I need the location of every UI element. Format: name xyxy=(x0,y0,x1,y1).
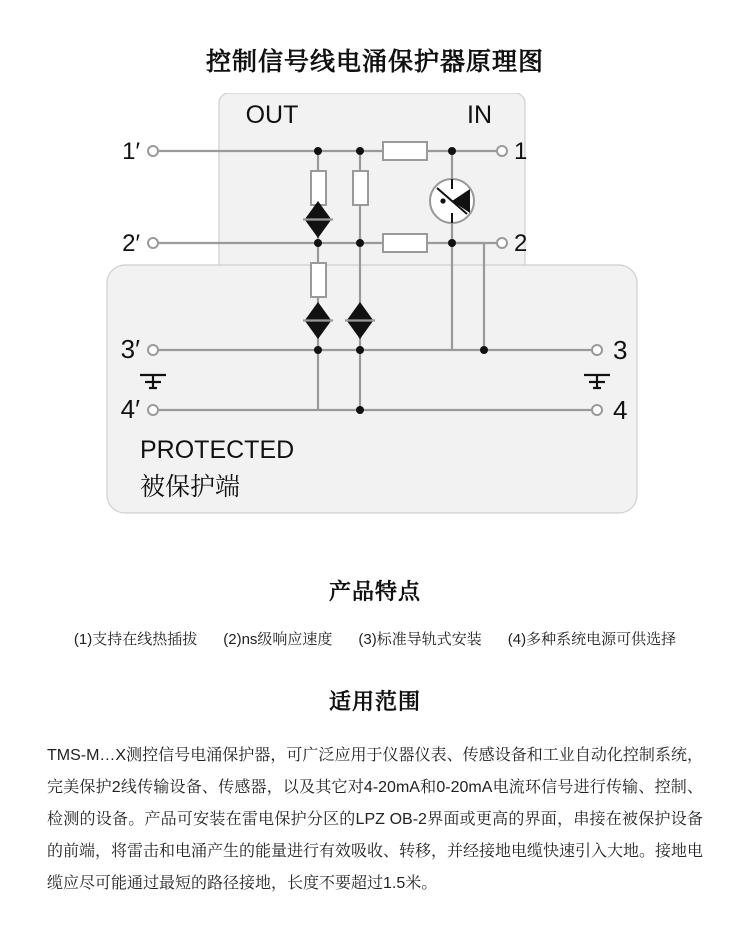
scope-body-text: TMS-M…X测控信号电涌保护器，可广泛应用于仪器仪表、传感设备和工业自动化控制系统，完美保护2线传输设备、传感器，以及其它对4-20mA和0-20mA电流环信号进行传输、控制、检测的设备。产品可安装在雷电保护分区的LPZ OB-2界面或更高的界面，串接在被保护设备的前端，将雷击和电涌产生的能量进行有效吸收、转移，并经接地电缆快速引入大地。接地电缆应尽可能通过最短的路径接地，长度不要超过1.5米。 xyxy=(47,747,704,892)
terminal-1-prime xyxy=(148,146,158,156)
gas-discharge-tube xyxy=(430,179,474,223)
terminal-3-prime xyxy=(148,345,158,355)
fuse-left-upper xyxy=(311,171,326,205)
schematic-svg xyxy=(0,93,750,533)
label-2-prime: 2′ xyxy=(122,230,140,257)
resistor-line1 xyxy=(383,142,427,160)
terminal-3 xyxy=(592,345,602,355)
label-4-prime: 4′ xyxy=(120,394,140,424)
feature-item: (3)标准导轨式安装 xyxy=(358,631,482,648)
terminal-1 xyxy=(497,146,507,156)
label-3: 3 xyxy=(613,335,628,365)
fuse-left-lower xyxy=(311,263,326,297)
terminal-2-prime xyxy=(148,238,158,248)
label-1-prime: 1′ xyxy=(122,138,140,165)
label-protected-cn: 被保护端 xyxy=(140,473,241,501)
label-4: 4 xyxy=(613,395,628,425)
resistor-line2 xyxy=(383,234,427,252)
schematic-diagram xyxy=(0,93,750,533)
features-heading: 产品特点 xyxy=(328,579,421,604)
label-2: 2 xyxy=(514,230,528,257)
feature-item: (2)ns级响应速度 xyxy=(223,631,333,648)
page-title: 控制信号线电涌保护器原理图 xyxy=(205,48,544,76)
label-3-prime: 3′ xyxy=(120,334,140,364)
label-protected-en: PROTECTED xyxy=(140,436,295,464)
features-list xyxy=(0,628,750,649)
terminal-4 xyxy=(592,405,602,415)
label-out: OUT xyxy=(245,101,299,129)
terminal-2 xyxy=(497,238,507,248)
scope-heading: 适用范围 xyxy=(328,689,421,714)
label-in: IN xyxy=(467,101,492,129)
terminal-4-prime xyxy=(148,405,158,415)
feature-item: (1)支持在线热插拔 xyxy=(73,631,198,648)
fuse-mid-upper xyxy=(353,171,368,205)
label-1: 1 xyxy=(514,138,528,165)
feature-item: (4)多种系统电源可供选择 xyxy=(507,631,677,648)
